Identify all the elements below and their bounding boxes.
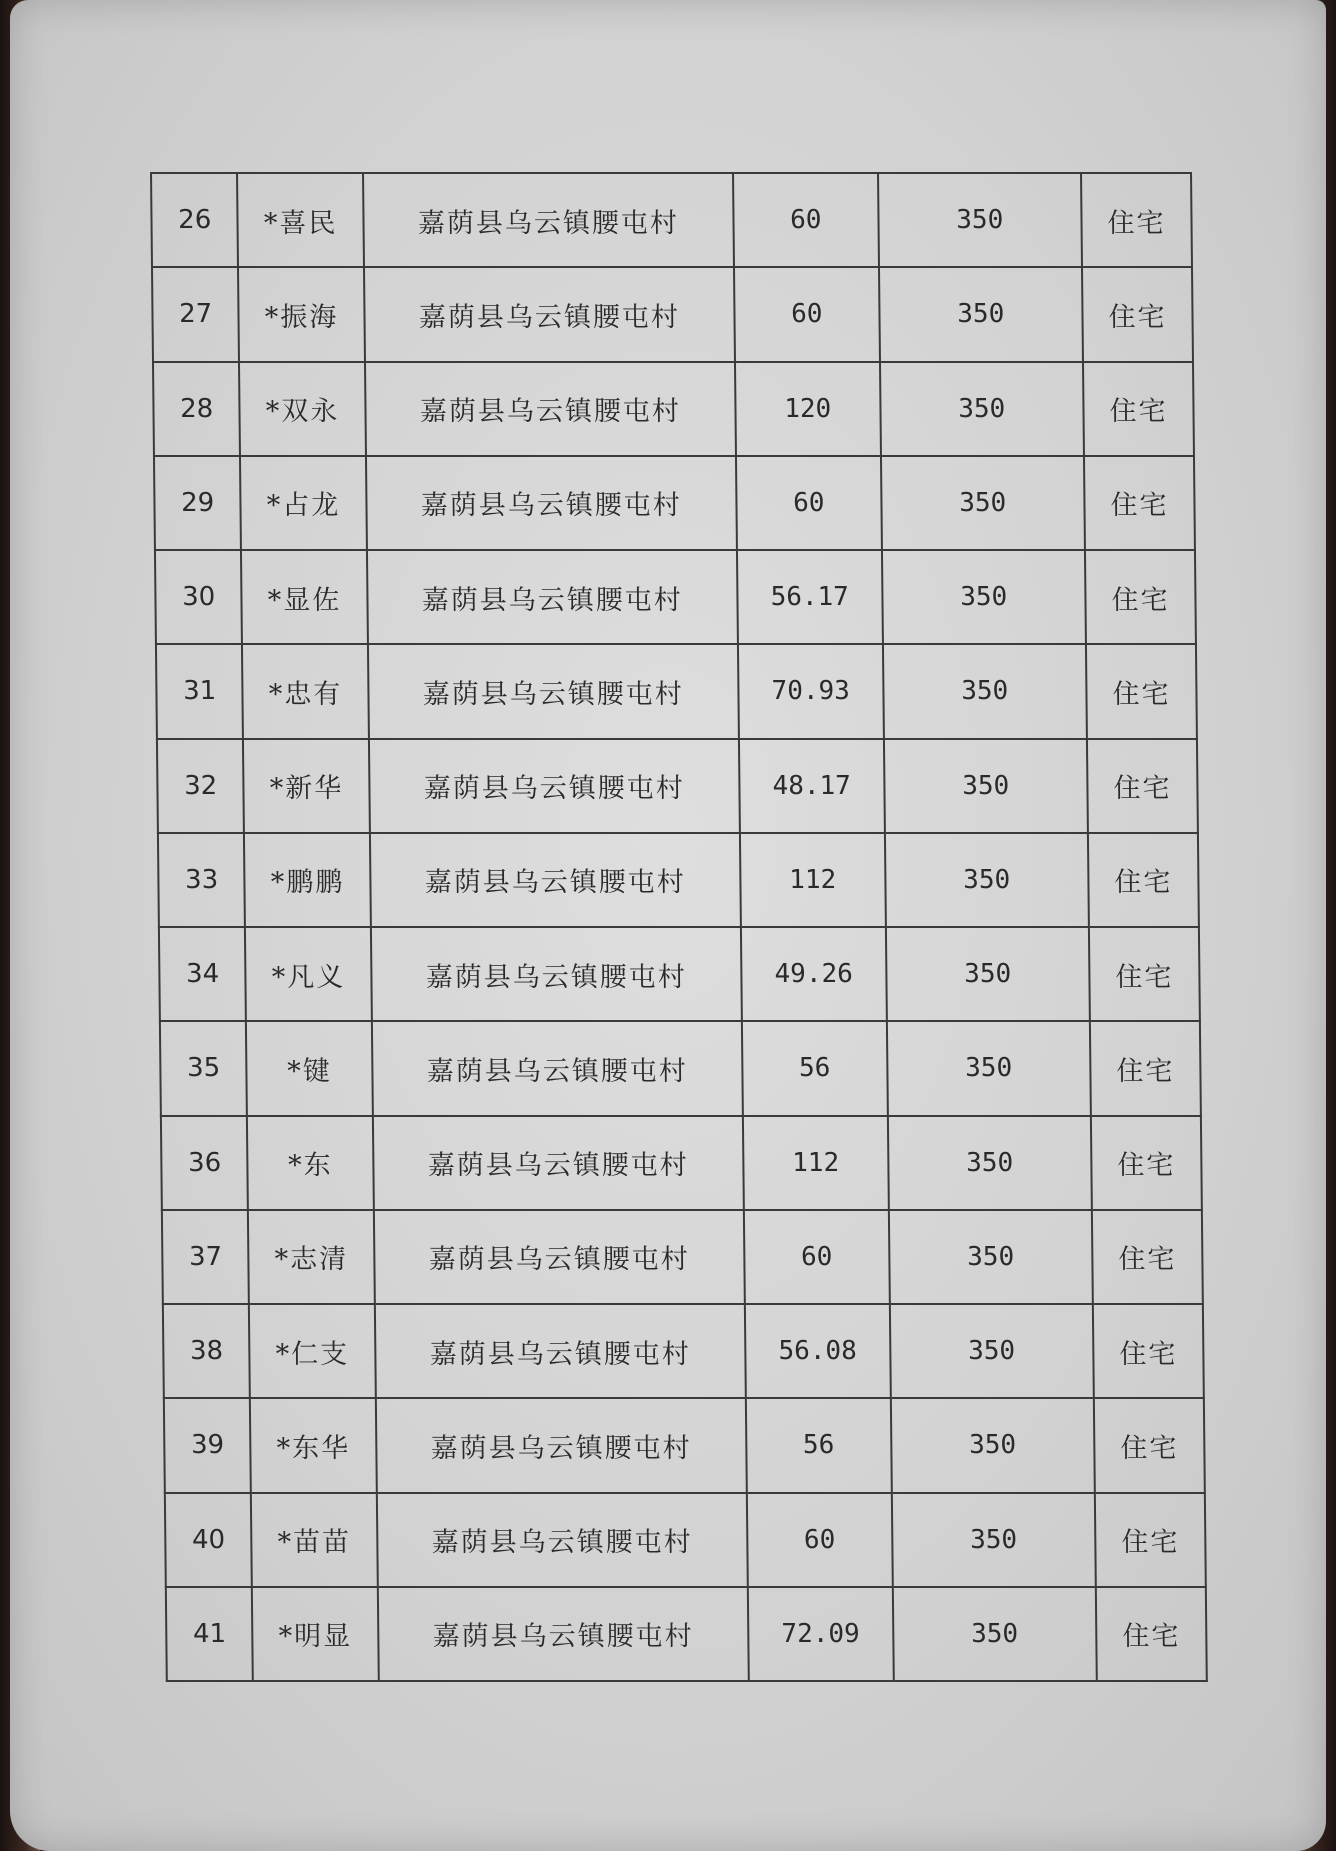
cell-area: 60 [734,267,879,361]
table-row [160,1021,1201,1115]
cell-area: 56.08 [745,1304,890,1398]
cell-price: 350 [881,456,1086,550]
cell-price: 350 [884,833,1089,927]
cell-name: *东 [247,1116,373,1210]
cell-price: 350 [886,1021,1091,1115]
cell-price: 350 [879,267,1084,361]
cell-no: 38 [163,1304,250,1398]
cell-no: 41 [166,1587,253,1681]
cell-name: *占龙 [240,456,366,550]
table-row [165,1493,1206,1587]
cell-price: 350 [882,644,1087,738]
cell-address: 嘉荫县乌云镇腰屯村 [368,644,739,738]
cell-name: *新华 [243,739,369,833]
cell-name: *东华 [250,1398,376,1492]
cell-price: 350 [885,927,1090,1021]
cell-area: 112 [740,833,885,927]
cell-address: 嘉荫县乌云镇腰屯村 [373,1116,744,1210]
cell-price: 350 [880,362,1085,456]
table-row [152,267,1193,361]
cell-use: 住宅 [1085,550,1196,644]
table-row [159,927,1200,1021]
cell-area: 60 [736,456,881,550]
cell-use: 住宅 [1096,1587,1207,1681]
cell-area: 60 [744,1210,889,1304]
table-row [153,362,1194,456]
cell-no: 39 [164,1398,251,1492]
cell-name: *振海 [238,267,364,361]
table-row [157,739,1198,833]
table-row [163,1304,1204,1398]
cell-use: 住宅 [1088,833,1199,927]
cell-use: 住宅 [1084,456,1195,550]
cell-price: 350 [882,550,1087,644]
cell-area: 56 [746,1398,891,1492]
cell-use: 住宅 [1089,927,1200,1021]
cell-address: 嘉荫县乌云镇腰屯村 [365,362,736,456]
cell-price: 350 [887,1116,1092,1210]
cell-use: 住宅 [1086,644,1197,738]
cell-no: 30 [155,550,242,644]
cell-no: 26 [151,173,238,267]
table-row [162,1210,1203,1304]
cell-use: 住宅 [1091,1116,1202,1210]
cell-use: 住宅 [1083,362,1194,456]
cell-area: 60 [747,1493,892,1587]
cell-name: *显佐 [241,550,367,644]
cell-name: *忠有 [242,644,368,738]
cell-address: 嘉荫县乌云镇腰屯村 [364,267,735,361]
cell-name: *键 [246,1021,372,1115]
cell-address: 嘉荫县乌云镇腰屯村 [363,173,734,267]
cell-use: 住宅 [1081,173,1192,267]
cell-name: *苗苗 [251,1493,377,1587]
table-row [161,1116,1202,1210]
cell-no: 36 [161,1116,248,1210]
table-row [166,1587,1207,1681]
cell-name: *志清 [248,1210,374,1304]
cell-use: 住宅 [1093,1304,1204,1398]
cell-price: 350 [888,1210,1093,1304]
table-row [156,644,1197,738]
cell-area: 49.26 [741,927,886,1021]
cell-address: 嘉荫县乌云镇腰屯村 [370,833,741,927]
cell-name: *喜民 [237,173,363,267]
cell-no: 29 [154,456,241,550]
paper-sheet [10,0,1326,1851]
cell-no: 37 [162,1210,249,1304]
cell-area: 56.17 [737,550,882,644]
cell-price: 350 [890,1398,1095,1492]
property-table [150,172,1208,1682]
cell-area: 112 [743,1116,888,1210]
cell-no: 33 [158,833,245,927]
cell-area: 120 [735,362,880,456]
table-row [151,173,1192,267]
cell-address: 嘉荫县乌云镇腰屯村 [371,927,742,1021]
cell-name: *凡义 [245,927,371,1021]
cell-area: 60 [733,173,878,267]
cell-area: 70.93 [738,644,883,738]
cell-name: *明显 [252,1587,378,1681]
cell-price: 350 [878,173,1083,267]
table-row [155,550,1196,644]
cell-name: *仁支 [249,1304,375,1398]
table-container [150,172,1208,1682]
cell-area: 56 [742,1021,887,1115]
cell-address: 嘉荫县乌云镇腰屯村 [374,1304,745,1398]
cell-name: *鹏鹏 [244,833,370,927]
cell-use: 住宅 [1094,1398,1205,1492]
cell-use: 住宅 [1082,267,1193,361]
cell-address: 嘉荫县乌云镇腰屯村 [369,739,740,833]
cell-address: 嘉荫县乌云镇腰屯村 [374,1210,745,1304]
cell-area: 72.09 [748,1587,893,1681]
cell-address: 嘉荫县乌云镇腰屯村 [375,1398,746,1492]
cell-no: 27 [152,267,239,361]
cell-name: *双永 [239,362,365,456]
cell-address: 嘉荫县乌云镇腰屯村 [372,1021,743,1115]
cell-price: 350 [889,1304,1094,1398]
table-row [154,456,1195,550]
cell-use: 住宅 [1095,1493,1206,1587]
cell-no: 35 [160,1021,247,1115]
cell-use: 住宅 [1092,1210,1203,1304]
cell-no: 31 [156,644,243,738]
cell-no: 40 [165,1493,252,1587]
cell-address: 嘉荫县乌云镇腰屯村 [366,456,737,550]
cell-use: 住宅 [1090,1021,1201,1115]
table-row [158,833,1199,927]
cell-address: 嘉荫县乌云镇腰屯村 [376,1493,747,1587]
table-body [151,173,1207,1681]
cell-no: 28 [153,362,240,456]
cell-use: 住宅 [1087,739,1198,833]
table-row [164,1398,1205,1492]
cell-price: 350 [883,739,1088,833]
cell-address: 嘉荫县乌云镇腰屯村 [367,550,738,644]
cell-price: 350 [892,1587,1097,1681]
cell-address: 嘉荫县乌云镇腰屯村 [377,1587,748,1681]
cell-no: 32 [157,739,244,833]
cell-price: 350 [891,1493,1096,1587]
cell-area: 48.17 [739,739,884,833]
cell-no: 34 [159,927,246,1021]
